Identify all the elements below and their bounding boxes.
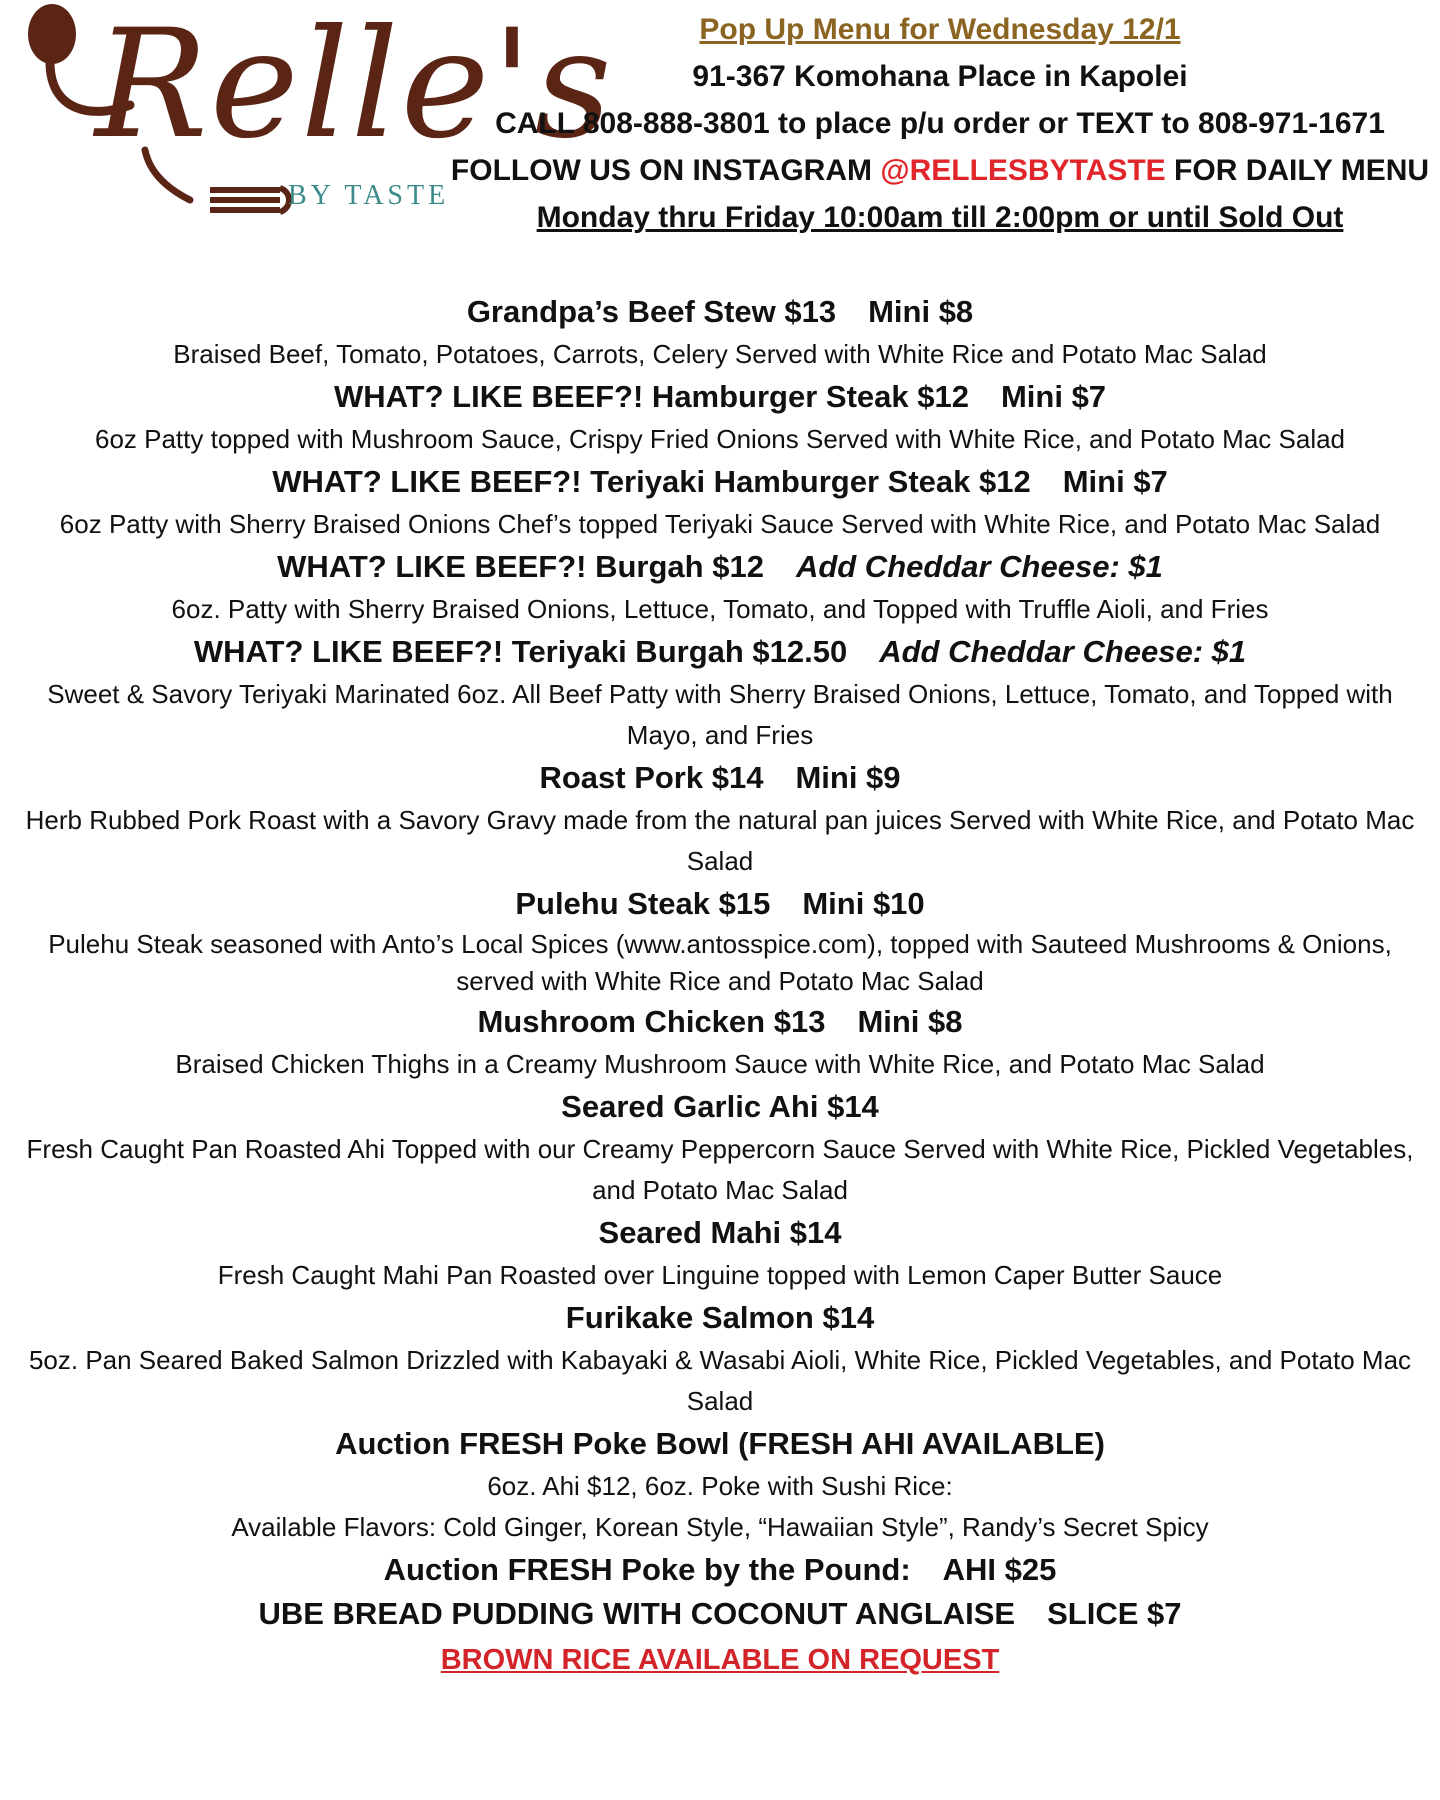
item-title <box>20 882 1420 926</box>
item-name: UBE BREAD PUDDING WITH COCONUT ANGLAISE <box>258 1596 1016 1631</box>
item-title <box>20 1211 1420 1255</box>
item-title <box>20 460 1420 504</box>
item-title <box>20 1000 1420 1044</box>
item-addon: Add Cheddar Cheese: $1 <box>879 634 1247 669</box>
item-mini-price: Mini $10 <box>802 886 925 921</box>
menu-item <box>20 882 1420 1000</box>
item-title <box>20 375 1420 419</box>
menu-item <box>20 1422 1420 1548</box>
item-description: Braised Chicken Thighs in a Creamy Mushroom Sauce with White Rice, and Potato Mac Salad <box>175 1049 1265 1079</box>
item-name: Grandpa’s Beef Stew $13 <box>466 294 837 329</box>
item-description: 6oz Patty topped with Mushroom Sauce, Crispy Fried Onions Served with White Rice, and Potato Mac Salad <box>94 424 1346 454</box>
item-mini-price: Mini $7 <box>1000 379 1107 414</box>
menu-item <box>20 1592 1420 1636</box>
item-title <box>20 1548 1420 1592</box>
item-mini-price: Mini $9 <box>795 760 901 795</box>
header <box>450 6 1430 241</box>
menu-item <box>20 1296 1420 1422</box>
item-description: Sweet & Savory Teriyaki Marinated 6oz. All Beef Patty with Sherry Braised Onions, Lettuce, Tomato, and Topped with Mayo, and Fries <box>47 679 1393 750</box>
item-title <box>20 1296 1420 1340</box>
item-name: Pulehu Steak $15 <box>515 886 771 921</box>
item-mini-price: Mini $8 <box>857 1004 963 1039</box>
menu-item <box>20 630 1420 756</box>
item-description: 5oz. Pan Seared Baked Salmon Drizzled with Kabayaki & Wasabi Aioli, White Rice, Pickled Vegetables, and Potato Mac Salad <box>28 1345 1412 1416</box>
logo <box>20 0 614 230</box>
menu-item <box>20 460 1420 545</box>
menu-item <box>20 756 1420 882</box>
item-description: Fresh Caught Mahi Pan Roasted over Linguine topped with Lemon Caper Butter Sauce <box>217 1260 1223 1290</box>
item-description: Herb Rubbed Pork Roast with a Savory Gravy made from the natural pan juices Served with White Rice, and Potato Mac Salad <box>25 805 1415 876</box>
menu-list <box>20 290 1420 1682</box>
item-description: 6oz Patty with Sherry Braised Onions Chef’s topped Teriyaki Sauce Served with White Rice, and Potato Mac Salad <box>59 509 1381 539</box>
menu-item <box>20 1085 1420 1211</box>
menu-item <box>20 290 1420 375</box>
menu-title: Pop Up Menu for Wednesday 12/1 <box>699 13 1181 46</box>
logo-brand: Relle's <box>95 0 614 172</box>
item-name: Seared Mahi $14 <box>598 1215 842 1250</box>
item-name: Furikake Salmon $14 <box>565 1300 875 1335</box>
item-description: 6oz. Patty with Sherry Braised Onions, Lettuce, Tomato, and Topped with Truffle Aioli, and Fries <box>171 594 1269 624</box>
item-title <box>20 630 1420 674</box>
item-name: Seared Garlic Ahi $14 <box>561 1089 879 1124</box>
item-description: Pulehu Steak seasoned with Anto’s Local Spices (www.antosspice.com), topped with Sauteed Mushrooms & Onions, served with White Rice and Potato Mac Salad <box>48 929 1392 996</box>
item-name: WHAT? LIKE BEEF?! Burgah $12 <box>277 549 764 584</box>
item-title <box>20 1422 1420 1466</box>
item-name: Auction FRESH Poke by the Pound: <box>383 1552 911 1587</box>
instagram-line <box>450 147 1430 194</box>
menu-item <box>20 1000 1420 1085</box>
menu-item <box>20 1548 1420 1592</box>
item-title <box>20 1592 1420 1636</box>
item-description: Fresh Caught Pan Roasted Ahi Topped with our Creamy Peppercorn Sauce Served with White Rice, Pickled Vegetables, and Potato Mac Salad <box>26 1134 1414 1205</box>
item-title <box>20 756 1420 800</box>
item-title <box>20 1085 1420 1129</box>
item-name: WHAT? LIKE BEEF?! Teriyaki Burgah $12.50 <box>193 634 848 669</box>
item-name: Auction FRESH Poke Bowl (FRESH AHI AVAILABLE) <box>335 1426 1105 1461</box>
item-name: WHAT? LIKE BEEF?! Hamburger Steak $12 <box>333 379 969 414</box>
item-name: Mushroom Chicken $13 <box>477 1004 826 1039</box>
item-mini-price: Mini $8 <box>868 294 974 329</box>
item-title <box>20 545 1420 589</box>
item-name: WHAT? LIKE BEEF?! Teriyaki Hamburger Steak $12 <box>272 464 1031 499</box>
instagram-prefix: FOLLOW US ON INSTAGRAM <box>450 154 881 187</box>
menu-item <box>20 1211 1420 1296</box>
item-mini-price: Mini $7 <box>1062 464 1168 499</box>
instagram-suffix: FOR DAILY MENU <box>1165 154 1430 187</box>
menu-item <box>20 545 1420 630</box>
instagram-handle[interactable]: @RELLESBYTASTE <box>880 154 1166 187</box>
item-price: SLICE $7 <box>1047 1596 1182 1631</box>
item-title <box>20 290 1420 334</box>
item-description-flavors: Available Flavors: Cold Ginger, Korean Style, “Hawaiian Style”, Randy’s Secret Spicy <box>231 1512 1209 1542</box>
item-description: 6oz. Ahi $12, 6oz. Poke with Sushi Rice: <box>487 1471 953 1501</box>
call-info: CALL 808-888-3801 to place p/u order or TEXT to 808-971-1671 <box>495 107 1385 140</box>
item-addon: Add Cheddar Cheese: $1 <box>795 549 1163 584</box>
address: 91-367 Komohana Place in Kapolei <box>692 60 1188 93</box>
item-name: Roast Pork $14 <box>539 760 764 795</box>
item-price: AHI $25 <box>942 1552 1057 1587</box>
logo-tagline: BY TASTE <box>288 180 450 211</box>
menu-item <box>20 375 1420 460</box>
brown-rice-note: BROWN RICE AVAILABLE ON REQUEST <box>440 1644 1000 1676</box>
hours: Monday thru Friday 10:00am till 2:00pm or until Sold Out <box>536 201 1344 234</box>
item-description: Braised Beef, Tomato, Potatoes, Carrots, Celery Served with White Rice and Potato Mac Salad <box>173 339 1267 369</box>
